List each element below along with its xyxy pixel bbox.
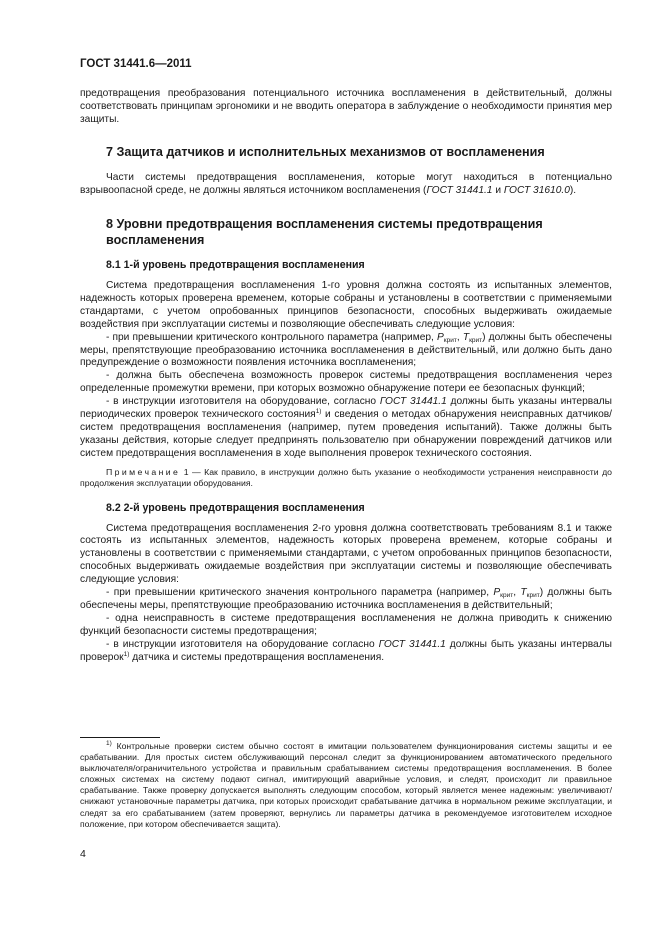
item-text-end: датчика и системы предотвращения воспламенения. <box>129 651 385 663</box>
note-label: Примечание <box>106 466 181 477</box>
section-8-2-title: 8.2 2-й уровень предотвращения воспламенения <box>106 501 365 514</box>
param-t: T <box>462 331 470 343</box>
param-t-subscript: крит <box>526 592 540 600</box>
footnote <box>80 741 612 830</box>
section-8-2-item-2: - одна неисправность в системе предотвращения воспламенения не должна приводить к снижению функций безопасности системы предотвращения; <box>80 612 612 637</box>
standard-ref: ГОСТ 31441.1 <box>378 638 446 650</box>
item-text-end: ) должны быть обеспечены меры, препятствующие преобразованию источника воспламенения в действительный, или должно быть дано предупреждение о возможности появления источника воспламенения; <box>80 331 612 369</box>
footnote-text: Контрольные проверки систем обычно состоят в имитации пользователем функционирования системы защиты и ее срабатывании. Для простых систем обслуживающий персонал следит за функционированием автоматического предельного выключателя/ограничительного устройства и правильным срабатыванием системы предотвращения воспламенения. В более сложных системах на систему подают сигнал, имитирующий аварийные условия, и следят, происходит ли правильное срабатывание. Также проверку допускается выполнять следующим способом, который является менее надежным: увеличивают/снижают установочные параметры датчика, при которых происходит срабатывание датчика в нормальном режиме эксплуатации, и следят за его срабатыванием (затем проверяют, вернулись ли параметры датчика в рекомендуемое изготовителем исходное положение, при котором обеспечивается защита). <box>80 741 612 829</box>
section-8-2-item-1 <box>80 587 612 613</box>
section-7-text-before: Части системы предотвращения воспламенения, которые могут находиться в потенциально взрывоопасной среде, не должны являться источником воспламенения ( <box>80 172 612 197</box>
param-separator: , <box>456 331 463 343</box>
intro-paragraph: предотвращения преобразования потенциального источника воспламенения в действительный, должны соответствовать принципам эргономики и не вводить оператора в заблуждение о необходимости принятия мер защиты. <box>80 88 612 125</box>
section-7-paragraph <box>80 172 612 198</box>
section-8-1-item-1 <box>80 332 612 371</box>
note-text: 1 — Как правило, в инструкции должно быть указание о необходимости устранения неисправности до продолжения эксплуатации оборудования. <box>80 466 612 489</box>
param-t: T <box>520 587 527 599</box>
param-separator: , <box>513 587 521 599</box>
footnote-ref: 1) <box>315 408 322 416</box>
document-header: ГОСТ 31441.6—2011 <box>80 58 192 70</box>
section-8-1-item-2: - должна быть обеспечена возможность проверок системы предотвращения воспламенения через определенные промежутки времени, при которых возможно обнаружение потери ее безопасных функций; <box>80 370 612 395</box>
section-7-ref-2: ГОСТ 31610.0 <box>503 185 570 197</box>
section-7-text-after: ). <box>569 185 577 197</box>
item-text: - при превышении критического значения контрольного параметра (например, <box>106 587 494 599</box>
section-8-1-title: 8.1 1-й уровень предотвращения воспламенения <box>106 259 365 272</box>
param-t-subscript: крит <box>469 336 483 344</box>
item-text: - при превышении критического контрольного параметра (например, <box>106 331 437 343</box>
section-8-2-item-3 <box>80 639 612 665</box>
item-text: - в инструкции изготовителя на оборудование, согласно <box>106 396 380 408</box>
param-p: P <box>493 587 501 599</box>
item-text-mid: должны быть указаны интервалы периодических проверок технического состояния <box>80 396 612 421</box>
section-8-2-paragraph: Система предотвращения воспламенения 2-го уровня должна соответствовать требованиям 8.1 и также состоять из испытанных элементов, надежность которых проверена временем, которые собраны и установлены в соответствии с применяемыми стандартами, с учетом опробованных принципов безопасности, способных выдерживать ожидаемые воздействия при эксплуатации системы и позволяющие обеспечивать следующие условия: <box>80 522 612 586</box>
item-text-end: и сведения о методах обнаружения неисправных датчиков/систем предотвращения воспламенения (например, путем проведения испытаний). Также должны быть указаны действия, которые следует предпринять пользователю при обнаружении повреждений датчиков или систем предотвращения воспламенения в ходе выполнения проверок технического состояния. <box>80 409 613 459</box>
section-8-1-item-3 <box>80 396 612 461</box>
footnote-marker: 1) <box>106 740 112 747</box>
param-p: P <box>437 331 444 343</box>
section-8-1-paragraph: Система предотвращения воспламенения 1-го уровня должна состоять из испытанных элементов, надежность которых проверена временем, которые собраны и установлены в соответствии с применяемыми стандартами, с учетом опробованных принципов безопасности, способных выдерживать ожидаемые воздействия при эксплуатации системы и позволяющие обеспечивать следующие условия: <box>80 280 612 330</box>
footnote-divider <box>80 737 160 738</box>
standard-ref: ГОСТ 31441.1 <box>379 396 447 408</box>
section-7-title: 7 Защита датчиков и исполнительных механизмов от воспламенения <box>106 144 545 159</box>
item-text-end: ) должны быть обеспечены меры, препятствующие преобразованию источника воспламенения в действительный; <box>80 587 612 611</box>
param-p-subscript: крит <box>500 592 514 600</box>
section-8-title: 8 Уровни предотвращения воспламенения системы предотвращения воспламенения <box>106 217 543 247</box>
section-7-ref-1: ГОСТ 31441.1 <box>426 185 493 197</box>
footnote-ref: 1) <box>123 650 130 658</box>
param-p-subscript: крит <box>443 336 457 344</box>
note-1 <box>80 467 612 490</box>
page-number: 4 <box>80 848 86 860</box>
section-7-conj: и <box>492 185 504 197</box>
item-text: - в инструкции изготовителя на оборудование согласно <box>106 638 379 650</box>
page-content <box>80 88 612 665</box>
item-text-mid: должны быть указаны интервалы проверок <box>80 638 612 663</box>
